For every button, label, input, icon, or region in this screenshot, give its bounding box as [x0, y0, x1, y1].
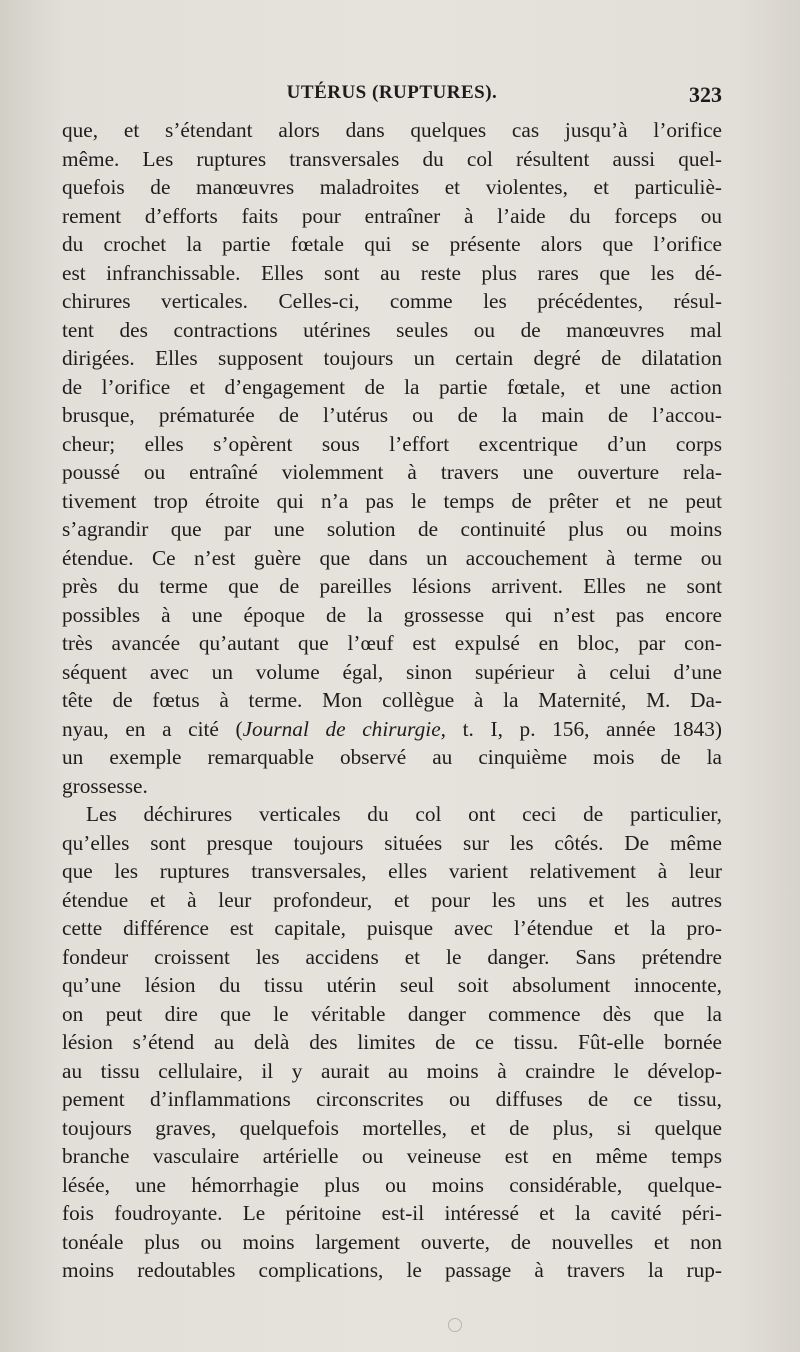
text-line: lésée, une hémorrhagie plus ou moins considérable, quelque-	[62, 1172, 722, 1197]
text-line: est infranchissable. Elles sont au reste plus rares que les dé-	[62, 260, 722, 285]
paragraph-start-line: Les déchirures verticales du col ont ceci de particulier,	[86, 802, 722, 826]
text-line: que les ruptures transversales, elles varient relativement à leur	[62, 859, 722, 883]
text-line: même. Les ruptures transversales du col résultent aussi quel-	[62, 146, 722, 171]
body-text	[62, 116, 722, 1285]
text-line: tonéale plus ou moins largement ouverte, de nouvelles et non	[62, 1229, 722, 1254]
text-line: au tissu cellulaire, il y aurait au moins à craindre le dévelop-	[62, 1058, 722, 1083]
page-header	[62, 82, 722, 112]
text-line: pement d’inflammations circonscrites ou diffuses de ce tissu,	[62, 1087, 722, 1111]
text-line: rement d’efforts faits pour entraîner à l’aide du forceps ou	[62, 203, 722, 228]
text-line: tent des contractions utérines seules ou de manœuvres mal	[62, 317, 722, 342]
text-line: fois foudroyante. Le péritoine est-il intéressé et la cavité péri-	[62, 1201, 722, 1225]
text-line: près du terme que de pareilles lésions arrivent. Elles ne sont	[62, 574, 722, 598]
citation-before: nyau, en a cité (	[62, 716, 243, 741]
text-line: on peut dire que le véritable danger commence dès que la	[62, 1001, 722, 1026]
page-number: 323	[689, 82, 722, 107]
text-line: du crochet la partie fœtale qui se présente alors que l’orifice	[62, 232, 722, 256]
running-head: UTÉRUS (RUPTURES).	[286, 82, 498, 103]
text-line: cheur; elles s’opèrent sous l’effort excentrique d’un corps	[62, 431, 722, 456]
paper-blemish	[448, 1318, 462, 1332]
text-line: un exemple remarquable observé au cinquième mois de la	[62, 745, 722, 769]
text-line: moins redoutables complications, le passage à travers la rup-	[62, 1258, 722, 1282]
text-line: lésion s’étend au delà des limites de ce tissu. Fût-elle bornée	[62, 1030, 722, 1054]
text-line: très avancée qu’autant que l’œuf est expulsé en bloc, par con-	[62, 631, 722, 655]
text-line: qu’une lésion du tissu utérin seul soit absolument innocente,	[62, 973, 722, 997]
paragraph-end-line: grossesse.	[62, 773, 148, 798]
text-line: poussé ou entraîné violemment à travers une ouverture rela-	[62, 460, 722, 484]
text-line: quefois de manœuvres maladroites et violentes, et particuliè-	[62, 175, 722, 199]
text-line: fondeur croissent les accidens et le danger. Sans prétendre	[62, 944, 722, 969]
text-line: s’agrandir que par une solution de continuité plus ou moins	[62, 517, 722, 541]
text-line: étendue et à leur profondeur, et pour les uns et les autres	[62, 887, 722, 912]
text-line: étendue. Ce n’est guère que dans un accouchement à terme ou	[62, 545, 722, 570]
text-line: possibles à une époque de la grossesse qui n’est pas encore	[62, 602, 722, 627]
text-line: dirigées. Elles supposent toujours un certain degré de dilatation	[62, 346, 722, 370]
text-line: cette différence est capitale, puisque avec l’étendue et la pro-	[62, 916, 722, 940]
text-line: toujours graves, quelquefois mortelles, et de plus, si quelque	[62, 1115, 722, 1140]
citation-after: t. I, p. 156, année 1843)	[446, 716, 723, 741]
text-line: chirures verticales. Celles-ci, comme les précédentes, résul-	[62, 289, 722, 313]
text-line: qu’elles sont presque toujours situées sur les côtés. De même	[62, 830, 722, 855]
text-line: de l’orifice et d’engagement de la partie fœtale, et une action	[62, 374, 722, 399]
citation-line	[62, 715, 722, 744]
text-line: tête de fœtus à terme. Mon collègue à la Maternité, M. Da-	[62, 688, 722, 712]
text-line: branche vasculaire artérielle ou veineuse est en même temps	[62, 1144, 722, 1168]
text-line: séquent avec un volume égal, sinon supérieur à celui d’une	[62, 659, 722, 684]
text-line: tivement trop étroite qui n’a pas le temps de prêter et ne peut	[62, 488, 722, 513]
text-line: que, et s’étendant alors dans quelques cas jusqu’à l’orifice	[62, 118, 722, 142]
text-line: brusque, prématurée de l’utérus ou de la main de l’accou-	[62, 403, 722, 427]
journal-title: Journal de chirurgie,	[242, 716, 447, 741]
